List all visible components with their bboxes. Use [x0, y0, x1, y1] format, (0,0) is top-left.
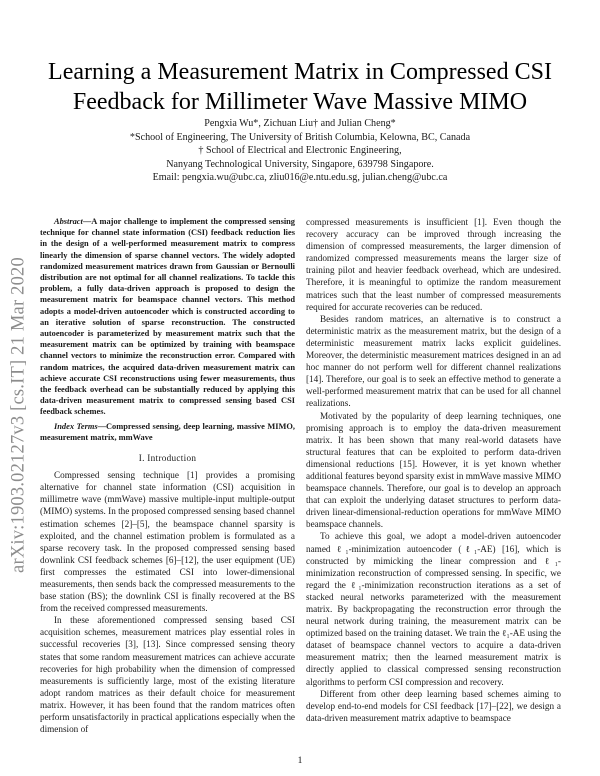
abstract-text: —A major challenge to implement the compressed sensing technique for channel state information (CSI) feedback reduction lies in the design of a well-performed measurement matrix to compress linearly the dimension of sparse channel vectors. The widely adopted randomized measurement matrices drawn from Gaussian or Bernoulli distribution are not optimal for all channel realizations. To tackle this problem, a fully data-driven approach is proposed to design the measurement matrix for beamspace channel vectors. This method adopts a model-driven autoencoder which is constructed according to an iterative solution of sparse reconstruction. The constructed autoencoder is parameterized by measurement matrix such that the measurement matrix can be optimized by training with beamspace channel vectors to minimize the reconstruction error. Compared with random matrices, the acquired data-driven measurement matrix can achieve accurate CSI reconstructions using fewer measurements, thus the feedback overhead can be substantially reduced by applying this data-driven measurement matrix to compressed sensing based CSI feedback schemes.	[40, 217, 295, 417]
abstract-label: Abstract	[54, 217, 83, 226]
section-heading-introduction: I. Introduction	[138, 453, 197, 464]
body-paragraph: To achieve this goal, we adopt a model-driven autoencoder named ℓ₁-minimization autoencoder (ℓ₁-AE) [16], which is constructed by mimicking the linear compression and ℓ₁-minimization reconstruction of compressed sensing. In specific, we regard the ℓ₁-minimization reconstruction iterations as a set of stacked neural networks parameterized with the measurement matrix. By backpropagating the reconstruction error through the neural network during training, the measurement matrix can be optimized based on the training dataset. We train the ℓ₁-AE using the dataset of beamspace channel vectors to acquire a data-driven measurement matrix; then the learned measurement matrix is directly applied to classical compressed sensing reconstruction algorithms to perform CSI compression and recovery.	[306, 531, 561, 687]
body-paragraph: Besides random matrices, an alternative is to construct a deterministic matrix as the measurement matrix, but the design of a deterministic measurement matrix lacks explicit guidelines. Moreover, the deterministic measurement matrices designed in an ad hoc manner do not perform well for different channel realizations [14]. Therefore, our goal is to seek an effective method to generate a well-performed measurement matrix that can be used for all channel realizations.	[306, 313, 561, 409]
left-column	[40, 216, 295, 735]
affiliation-2-line-2: Nanyang Technological University, Singapore, 639798 Singapore.	[166, 158, 434, 170]
abstract	[40, 216, 295, 418]
body-paragraph: In these aforementioned compressed sensing based CSI acquisition schemes, measurement matrices play essential roles in successful recoveries [3], [13]. Since compressed sensing theory states that some random measurement matrices can achieve accurate recoveries for high probability when the dimension of compressed measurements is sufficiently large, most of the existing literature adopt random matrices as their default choice for measurement matrix. However, it has been found that the random matrices often perform unsatisfactorily in practical applications especially when the dimension of	[40, 615, 295, 735]
body-paragraph: compressed measurements is insufficient [1]. Even though the recovery accuracy can be improved through increasing the dimension of compressed measurements, the larger dimension of randomized compressed measurements means the larger size of training pilot and heavier feedback overhead, which are undesired. Therefore, it is meaningful to optimize the random measurement matrices such that the least number of compressed measurements required for accurate recoveries can be reduced.	[306, 217, 561, 312]
page-number: 1	[297, 756, 303, 766]
paper-title: Learning a Measurement Matrix in Compressed CSI Feedback for Millimeter Wave Massive MIMO	[48, 59, 552, 115]
author-block	[40, 117, 560, 185]
body-paragraph: Motivated by the popularity of deep learning techniques, one promising approach is to employ the data-driven measurement matrix. It has been shown that many real-world datasets have structural features that can be exploited to perform data-driven dimensional reductions [15]. However, it is yet known whether additional features beyond sparsity exist in mmWave massive MIMO beamspace channels. Therefore, our goal is to develop an approach that can exploit the underlying dataset structures to perform data-driven linear-dimensional-reduction operations for mmWave MIMO beamspace channels.	[306, 410, 561, 530]
body-paragraph: Compressed sensing technique [1] provides a promising alternative for channel state information (CSI) acquisition in millimetre wave (mmWave) massive multiple-input multiple-output (MIMO) systems. In the proposed compressed sensing based channel estimation schemes [2]–[5], the beamspace channel sparsity is exploited, and the channel estimation problem is formulated as a sparse recovery task. In the proposed compressed sensing based downlink CSI feedback schemes [6]–[12], the user equipment (UE) first compresses the estimated CSI into lower-dimensional measurements, then sends back the compressed measurements to the base station (BS); the downlink CSI is finally recovered at the BS from the received compressed measurements.	[40, 470, 295, 614]
author-names: Pengxia Wu*, Zichuan Liu† and Julian Cheng*	[204, 118, 396, 129]
right-column	[306, 216, 561, 724]
body-paragraph: Different from other deep learning based schemes aiming to develop end-to-end models for CSI feedback [17]–[22], we design a data-driven measurement matrix adaptive to beamspace	[306, 688, 561, 723]
affiliation-1: *School of Engineering, The University of British Columbia, Kelowna, BC, Canada	[129, 131, 471, 143]
index-terms-text: —Compressed sensing, deep learning, massive MIMO, measurement matrix, mmWave	[40, 421, 295, 442]
arxiv-watermark	[4, 210, 34, 620]
arxiv-identifier: arXiv:1903.02127v3 [cs.IT] 21 Mar 2020	[8, 257, 29, 573]
author-emails: Email: pengxia.wu@ubc.ca, zliu016@e.ntu.edu.sg, julian.cheng@ubc.ca	[152, 172, 448, 183]
affiliation-2-line-1: † School of Electrical and Electronic Engineering,	[198, 145, 402, 156]
index-terms	[40, 421, 295, 443]
index-terms-label: Index Terms	[54, 421, 98, 431]
